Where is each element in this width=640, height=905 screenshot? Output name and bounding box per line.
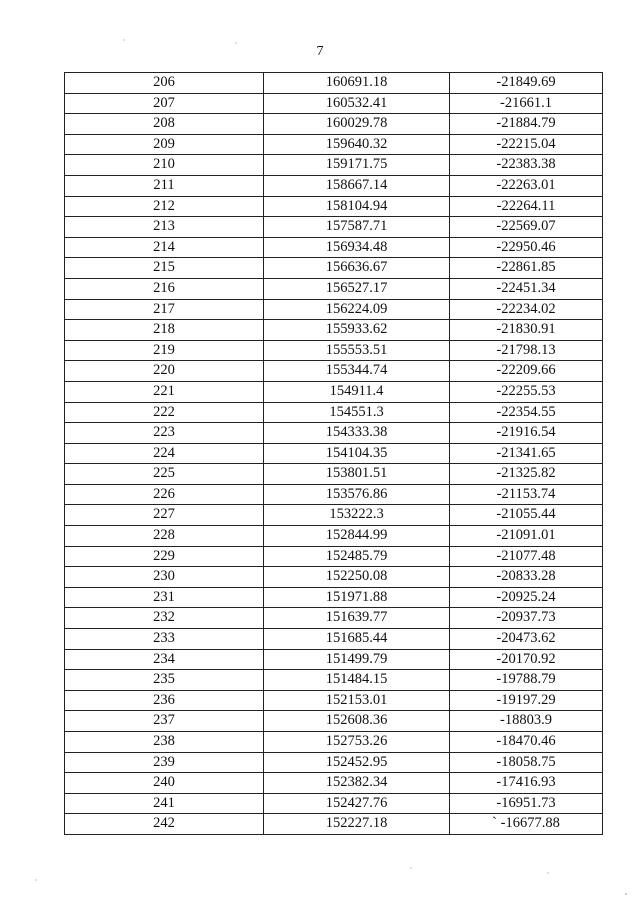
point-number-cell: 237 [65,711,264,732]
y-coordinate-cell: -22354.55 [450,402,603,423]
table-row [65,196,603,217]
x-coordinate-cell: 152382.34 [264,773,450,794]
table-row [65,690,603,711]
point-number-cell: 221 [65,381,264,402]
y-coordinate-cell: -21091.01 [450,526,603,547]
y-coordinate-cell: -21153.74 [450,484,603,505]
y-coordinate-cell: -20925.24 [450,587,603,608]
table-row [65,732,603,753]
x-coordinate-cell: 160029.78 [264,114,450,135]
y-coordinate-cell: -22234.02 [450,299,603,320]
y-coordinate-cell: -22569.07 [450,217,603,238]
table-row [65,567,603,588]
table-row [65,175,603,196]
table-row [65,793,603,814]
y-coordinate-cell: -21341.65 [450,443,603,464]
x-coordinate-cell: 153576.86 [264,484,450,505]
table-row [65,526,603,547]
point-number-cell: 218 [65,320,264,341]
point-number-cell: 210 [65,155,264,176]
y-coordinate-cell: -21916.54 [450,423,603,444]
point-number-cell: 231 [65,587,264,608]
table-row [65,237,603,258]
x-coordinate-cell: 160532.41 [264,93,450,114]
table-row [65,464,603,485]
table-row [65,361,603,382]
point-number-cell: 234 [65,649,264,670]
x-coordinate-cell: 156636.67 [264,258,450,279]
y-coordinate-cell: -22209.66 [450,361,603,382]
point-number-cell: 217 [65,299,264,320]
page-number: 7 [316,44,324,59]
x-coordinate-cell: 152608.36 [264,711,450,732]
y-coordinate-cell: -21798.13 [450,340,603,361]
point-number-cell: 228 [65,526,264,547]
table-row [65,608,603,629]
y-coordinate-cell: -21849.69 [450,73,603,94]
y-coordinate-cell: ` -16677.88 [450,814,603,835]
point-number-cell: 219 [65,340,264,361]
y-coordinate-cell: -21077.48 [450,546,603,567]
x-coordinate-cell: 159171.75 [264,155,450,176]
x-coordinate-cell: 151971.88 [264,587,450,608]
x-coordinate-cell: 152427.76 [264,793,450,814]
x-coordinate-cell: 154104.35 [264,443,450,464]
x-coordinate-cell: 159640.32 [264,134,450,155]
y-coordinate-cell: -16951.73 [450,793,603,814]
table-row [65,134,603,155]
y-coordinate-cell: -22215.04 [450,134,603,155]
table-row [65,711,603,732]
x-coordinate-cell: 153801.51 [264,464,450,485]
table-row [65,670,603,691]
x-coordinate-cell: 151685.44 [264,629,450,650]
point-number-cell: 224 [65,443,264,464]
point-number-cell: 209 [65,134,264,155]
point-number-cell: 242 [65,814,264,835]
x-coordinate-cell: 154911.4 [264,381,450,402]
x-coordinate-cell: 155553.51 [264,340,450,361]
x-coordinate-cell: 152753.26 [264,732,450,753]
x-coordinate-cell: 153222.3 [264,505,450,526]
y-coordinate-cell: -22861.85 [450,258,603,279]
table-row [65,320,603,341]
y-coordinate-cell: -21661.1 [450,93,603,114]
point-number-cell: 211 [65,175,264,196]
point-number-cell: 235 [65,670,264,691]
point-number-cell: 220 [65,361,264,382]
table-row [65,73,603,94]
point-number-cell: 214 [65,237,264,258]
x-coordinate-cell: 152227.18 [264,814,450,835]
point-number-cell: 230 [65,567,264,588]
x-coordinate-cell: 154333.38 [264,423,450,444]
point-number-cell: 239 [65,752,264,773]
y-coordinate-cell: -22950.46 [450,237,603,258]
table-row [65,649,603,670]
x-coordinate-cell: 158104.94 [264,196,450,217]
point-number-cell: 238 [65,732,264,753]
y-coordinate-cell: -20833.28 [450,567,603,588]
point-number-cell: 241 [65,793,264,814]
y-coordinate-cell: -18803.9 [450,711,603,732]
table-row [65,114,603,135]
y-coordinate-cell: -20473.62 [450,629,603,650]
y-coordinate-cell: -18470.46 [450,732,603,753]
point-number-cell: 207 [65,93,264,114]
point-number-cell: 240 [65,773,264,794]
y-coordinate-cell: -22383.38 [450,155,603,176]
y-coordinate-cell: -17416.93 [450,773,603,794]
point-number-cell: 232 [65,608,264,629]
table-row [65,443,603,464]
table-row [65,587,603,608]
x-coordinate-cell: 154551.3 [264,402,450,423]
table-row [65,93,603,114]
y-coordinate-cell: -22451.34 [450,278,603,299]
table-row [65,258,603,279]
table-row [65,423,603,444]
point-number-cell: 222 [65,402,264,423]
table-row [65,155,603,176]
table-row [65,505,603,526]
table-row [65,752,603,773]
point-number-cell: 213 [65,217,264,238]
point-number-cell: 206 [65,73,264,94]
table-row [65,402,603,423]
x-coordinate-cell: 157587.71 [264,217,450,238]
x-coordinate-cell: 158667.14 [264,175,450,196]
table-row [65,278,603,299]
x-coordinate-cell: 152153.01 [264,690,450,711]
point-number-cell: 216 [65,278,264,299]
x-coordinate-cell: 151639.77 [264,608,450,629]
coordinates-table-body [65,73,603,835]
point-number-cell: 229 [65,546,264,567]
x-coordinate-cell: 151499.79 [264,649,450,670]
y-coordinate-cell: -21884.79 [450,114,603,135]
point-number-cell: 212 [65,196,264,217]
point-number-cell: 215 [65,258,264,279]
x-coordinate-cell: 156527.17 [264,278,450,299]
y-coordinate-cell: -22263.01 [450,175,603,196]
x-coordinate-cell: 156224.09 [264,299,450,320]
table-row [65,484,603,505]
y-coordinate-cell: -21830.91 [450,320,603,341]
table-row [65,217,603,238]
x-coordinate-cell: 152485.79 [264,546,450,567]
point-number-cell: 226 [65,484,264,505]
y-coordinate-cell: -19788.79 [450,670,603,691]
coordinates-table [64,72,603,835]
x-coordinate-cell: 156934.48 [264,237,450,258]
y-coordinate-cell: -18058.75 [450,752,603,773]
point-number-cell: 236 [65,690,264,711]
x-coordinate-cell: 155344.74 [264,361,450,382]
y-coordinate-cell: -20170.92 [450,649,603,670]
y-coordinate-cell: -21055.44 [450,505,603,526]
table-row [65,299,603,320]
y-coordinate-cell: -19197.29 [450,690,603,711]
table-row [65,340,603,361]
point-number-cell: 227 [65,505,264,526]
y-coordinate-cell: -21325.82 [450,464,603,485]
table-row [65,546,603,567]
table-row [65,381,603,402]
x-coordinate-cell: 152250.08 [264,567,450,588]
table-row [65,814,603,835]
x-coordinate-cell: 160691.18 [264,73,450,94]
x-coordinate-cell: 151484.15 [264,670,450,691]
point-number-cell: 208 [65,114,264,135]
point-number-cell: 233 [65,629,264,650]
point-number-cell: 223 [65,423,264,444]
table-row [65,629,603,650]
y-coordinate-cell: -22264.11 [450,196,603,217]
x-coordinate-cell: 155933.62 [264,320,450,341]
x-coordinate-cell: 152844.99 [264,526,450,547]
y-coordinate-cell: -22255.53 [450,381,603,402]
point-number-cell: 225 [65,464,264,485]
y-coordinate-cell: -20937.73 [450,608,603,629]
table-row [65,773,603,794]
x-coordinate-cell: 152452.95 [264,752,450,773]
